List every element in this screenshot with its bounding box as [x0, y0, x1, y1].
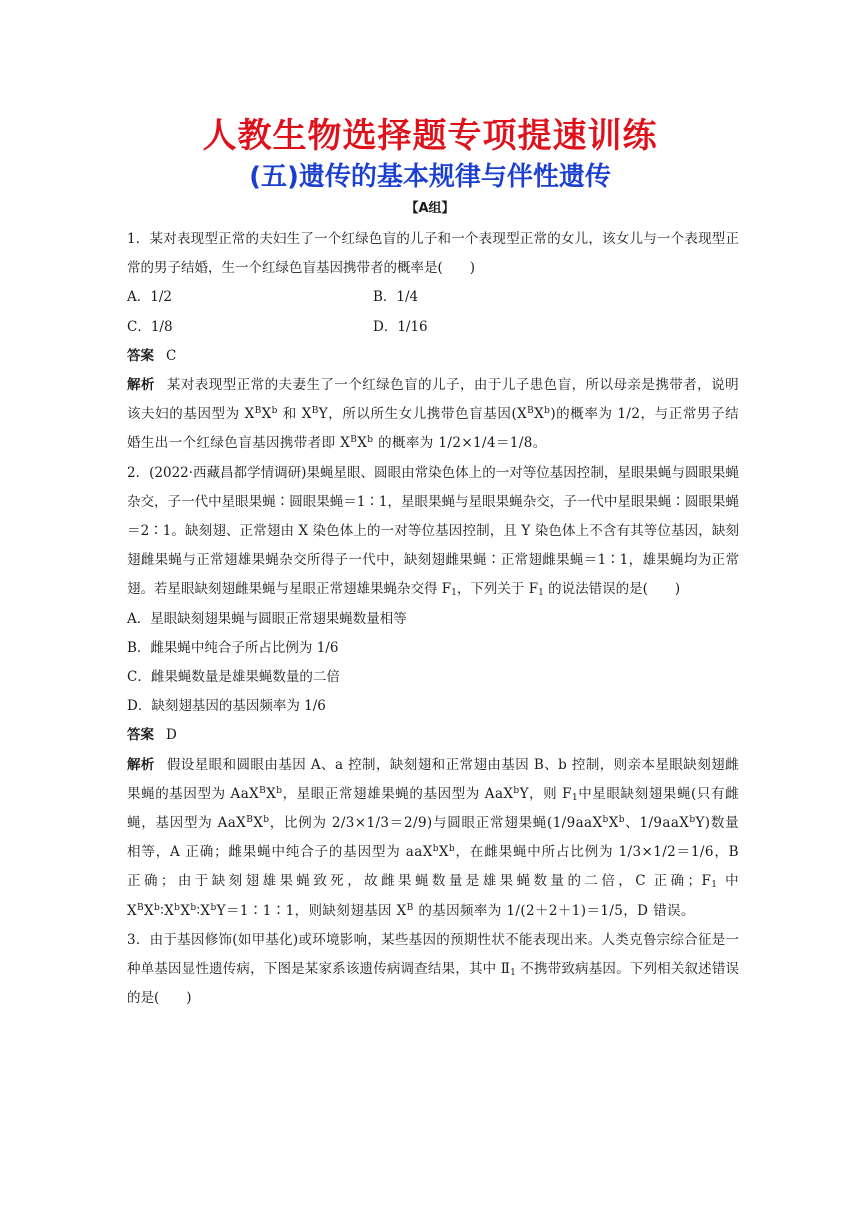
q1-answer-value: C — [166, 347, 177, 364]
sup: b — [263, 815, 270, 826]
q1-stem: 1．某对表现型正常的夫妇生了一个红绿色盲的儿子和一个表现型正常的女儿，该女儿与一个表现型正常的男子结婚，生一个红绿色盲基因携带者的概率是( ) — [127, 231, 739, 277]
q2-analysis-text: ，在雌果蝇中所占比例为 1/3×1/2＝1/6，B 正确；由于缺刻翅雄果蝇致死，故雌果蝇数量是雄果蝇数量的二倍，C 正确；F — [127, 844, 739, 890]
q2-analysis-text: Y)数量相等，A 正确；雌果蝇中纯合子的基因型为 aaX — [127, 815, 739, 861]
q2-stem-text: 的说法错误的是( ) — [548, 581, 681, 598]
q2-option-a: A．星眼缺刻翅果蝇与圆眼正常翅果蝇数量相等 — [127, 610, 407, 627]
sub: 1 — [451, 588, 457, 599]
sup: b — [602, 815, 609, 826]
sup: b — [544, 406, 551, 417]
sup: B — [350, 435, 358, 446]
q1-option-d: D．1/16 — [373, 318, 428, 335]
q1-option-c: C．1/8 — [127, 318, 173, 335]
sup: b — [174, 902, 181, 913]
answer-label: 答案 — [127, 727, 154, 744]
sup: b — [689, 815, 696, 826]
q1-analysis-text: 和 X — [282, 406, 312, 423]
sup: b — [271, 406, 278, 417]
analysis-label: 解析 — [127, 377, 155, 394]
q1-answer — [127, 342, 739, 371]
q2-analysis-text: 的基因频率为 1/(2＋2＋1)＝1/5，D 错误。 — [418, 902, 695, 919]
sup: b — [513, 785, 520, 796]
q1-options-row-1 — [127, 283, 739, 312]
q2-analysis: 解析 假设星眼和圆眼由基因 A、a 控制，缺刻翅和正常翅由基因 B、b 控制，则亲本星眼缺刻翅雌果蝇的基因型为 $AaX^BX^b$，星眼正常翅雄果蝇的基因型为 AaX$^b$Y，则 $F_1$中星眼缺刻翅果蝇(只有雌蝇，基因型为 $AaX^BX^b$，比例为 2/3×1/3＝2/9)与圆眼正常翅果蝇($1/9aaX^bX^b$、1/9aaX$^b$Y)数量相等，A 正确；雌果蝇中纯合子的基因型为 $aaX^bX^b$，在雌果蝇中所占比例为 1/3×1/2＝1/6，B 正确；由于缺刻翅雄果蝇致死，故雌果蝇数量是雄果蝇数量的二倍，C 正确；$F_1$ 中 $X^BX^b∶X^bX^b∶X^bY=1∶1∶1$，则缺刻翅基因 $X^B$ 的基因频率为 1/(2＋2＋1)＝1/5，D 错误。 — [127, 756, 739, 919]
question-content — [127, 225, 739, 1013]
sub: 1 — [510, 968, 516, 979]
q3-stem-text: 不携带致病基因。下列相关叙述错误的是( ) — [127, 961, 740, 1007]
q2-analysis-text: 中 X — [127, 873, 739, 919]
q1-analysis-text: 的概率为 1/2×1/4＝1/8。 — [378, 435, 547, 452]
sup: b — [367, 435, 374, 446]
answer-label: 答案 — [127, 347, 154, 364]
sup: B — [259, 785, 267, 796]
sub: 1 — [571, 792, 579, 803]
q2-stem-text: 2．(2022·西藏昌都学情调研)果蝇星眼、圆眼由常染色体上的一对等位基因控制，星眼果蝇与圆眼果蝇杂交，子一代中星眼果蝇∶圆眼果蝇＝1∶1，星眼果蝇与星眼果蝇杂交，子一代中星眼果蝇∶圆眼果蝇＝2∶1。缺刻翅、正常翅由 X 染色体上的一对等位基因控制，且 Y 染色体上不含有其等位基因，缺刻翅雌果蝇与正常翅雄果蝇杂交所得子一代中，缺刻翅雌果蝇∶正常翅雌果蝇＝1∶1，雄果蝇均为正常翅。若星眼缺刻翅雌果蝇与星眼正常翅雄果蝇杂交得 F — [127, 464, 739, 598]
page-title: 人教生物选择题专项提速训练 — [202, 116, 658, 156]
q2-analysis-text: ，比例为 2/3×1/3＝2/9)与圆眼正常翅果蝇(1/9aaX — [269, 815, 603, 832]
q2-option-d: D．缺刻翅基因的基因频率为 1/6 — [127, 698, 326, 715]
q2-stem — [127, 459, 739, 605]
sup: B — [246, 815, 254, 826]
q2-stem-text: ，下列关于 F — [456, 581, 539, 598]
sub: 1 — [711, 880, 718, 891]
q1-analysis-text: 某对表现型正常的夫妻生了一个红绿色盲的儿子，由于儿子患色盲，所以母亲是携带者，说明该夫妇的基因型为 X — [127, 377, 739, 423]
q2-analysis-text: ∶X — [196, 902, 211, 919]
sup: b — [432, 844, 439, 855]
sup: B — [311, 406, 319, 417]
q3-stem — [127, 926, 739, 1014]
q1-option-a: A．1/2 — [127, 289, 172, 306]
q3-stem-text: 3．由于基因修饰(如甲基化)或环境影响，某些基因的预期性状不能表现出来。人类克鲁宗综合征是一种单基因显性遗传病，下图是某家系该遗传病调查结果，其中 Ⅱ — [127, 931, 739, 978]
sub: 1 — [538, 588, 544, 599]
q2-analysis-text: 中星眼缺刻翅果蝇(只有雌蝇，基因型为 AaX — [127, 785, 739, 832]
q1-options-row-2 — [127, 313, 739, 342]
sup: b — [210, 902, 217, 913]
q2-analysis-text: ，星眼正常翅雄果蝇的基因型为 AaX — [282, 785, 514, 802]
q1-analysis-text: )的概率为 1/2，与正常男子结婚生出一个红绿色盲基因携带者即 X — [127, 406, 740, 452]
q2-option-c: C．雌果蝇数量是雄果蝇数量的二倍 — [127, 669, 340, 686]
q2-answer-value: D — [166, 727, 177, 744]
sup: B — [137, 902, 145, 913]
sup: b — [618, 815, 625, 826]
q2-analysis-text: 假设星眼和圆眼由基因 A、a 控制，缺刻翅和正常翅由基因 B、b 控制，则亲本星眼缺刻翅雌果蝇的基因型为 AaX — [127, 756, 739, 802]
q2-analysis-text: 、1/9aaX — [624, 815, 690, 832]
q2-analysis-text: ∶X — [160, 902, 175, 919]
group-label: 【A组】 — [405, 201, 455, 216]
sup: b — [190, 902, 197, 913]
page-subtitle: (五)遗传的基本规律与伴性遗传 — [249, 162, 611, 192]
q2-answer — [127, 721, 739, 750]
sup: B — [527, 406, 535, 417]
q2-option-b: B．雌果蝇中纯合子所占比例为 1/6 — [127, 639, 339, 656]
sup: b — [276, 785, 283, 796]
q1-analysis: 解析 某对表现型正常的夫妻生了一个红绿色盲的儿子，由于儿子患色盲，所以母亲是携带者，说明该夫妇的基因型为 $X^BX^b$ 和 $X^BY$，所以所生女儿携带色盲基因$(X^BX^b)$的概率为 1/2，与正常男子结婚生出一个红绿色盲基因携带者即 $X^BX^b$ 的概率为 1/2×1/4＝1/8。 — [127, 377, 740, 452]
q2-analysis-text: Y＝1∶1∶1，则缺刻翅基因 X — [216, 902, 407, 919]
q1-analysis-text: Y，所以所生女儿携带色盲基因(X — [318, 406, 528, 423]
sup: b — [154, 902, 161, 913]
sup: B — [254, 406, 262, 417]
sup: B — [406, 902, 414, 913]
q1-option-b: B．1/4 — [373, 289, 419, 306]
q2-analysis-text: Y，则 F — [519, 785, 572, 802]
sup: b — [448, 844, 456, 855]
analysis-label: 解析 — [127, 756, 155, 773]
